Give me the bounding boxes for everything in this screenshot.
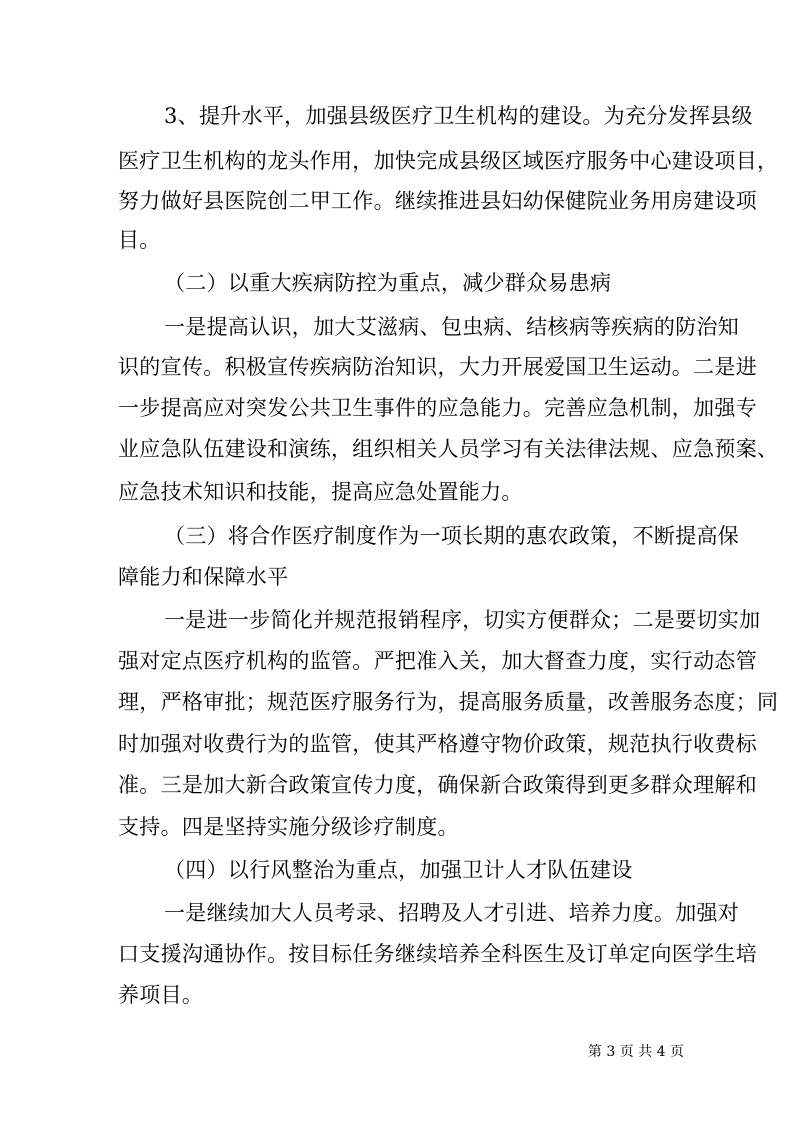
paragraph-line: 一是进一步简化并规范报销程序，切实方便群众；二是要切实加 <box>164 608 761 632</box>
paragraph-line: 支持。四是坚持实施分级诊疗制度。 <box>118 815 459 839</box>
paragraph-line: 时加强对收费行为的监管，使其严格遵守物价政策，规范执行收费标 <box>118 732 757 756</box>
paragraph-line: 准。三是加大新合政策宣传力度，确保新合政策得到更多群众理解和 <box>118 773 757 797</box>
paragraph-line: 一是继续加大人员考录、招聘及人才引进、培养力度。加强对 <box>164 901 740 925</box>
paragraph-line: 理，严格审批；规范医疗服务行为，提高服务质量，改善服务态度；同 <box>118 690 779 714</box>
section-heading: （二）以重大疾病防控为重点，减少群众易患病 <box>164 271 612 295</box>
section-heading: （三）将合作医疗制度作为一项长期的惠农政策，不断提高保 <box>164 524 740 548</box>
paragraph-line: 一是提高认识，加大艾滋病、包虫病、结核病等疾病的防治知 <box>164 315 740 339</box>
paragraph-line: 业应急队伍建设和演练，组织相关人员学习有关法律法规、应急预案、 <box>118 437 779 461</box>
paragraph-line: 一步提高应对突发公共卫生事件的应急能力。完善应急机制，加强专 <box>118 396 757 420</box>
paragraph-line: 应急技术知识和技能，提高应急处置能力。 <box>118 480 523 504</box>
paragraph-line: 强对定点医疗机构的监管。严把准入关，加大督查力度，实行动态管 <box>118 649 757 673</box>
paragraph-line: 养项目。 <box>118 983 204 1007</box>
paragraph-line: 口支援沟通协作。按目标任务继续培养全科医生及订单定向医学生培 <box>118 942 757 966</box>
paragraph-line: 3、提升水平，加强县级医疗卫生机构的建设。为充分发挥县级 <box>164 104 753 128</box>
paragraph-line: 识的宣传。积极宣传疾病防治知识，大力开展爱国卫生运动。二是进 <box>118 355 757 379</box>
section-heading: 障能力和保障水平 <box>118 565 289 589</box>
paragraph-line: 目。 <box>118 228 161 252</box>
section-heading: （四）以行风整治为重点，加强卫计人才队伍建设 <box>164 858 633 882</box>
page-number-footer: 第 3 页 共 4 页 <box>587 1044 684 1060</box>
paragraph-line: 医疗卫生机构的龙头作用，加快完成县级区域医疗服务中心建设项目， <box>118 149 779 173</box>
paragraph-line: 努力做好县医院创二甲工作。继续推进县妇幼保健院业务用房建设项 <box>118 189 757 213</box>
